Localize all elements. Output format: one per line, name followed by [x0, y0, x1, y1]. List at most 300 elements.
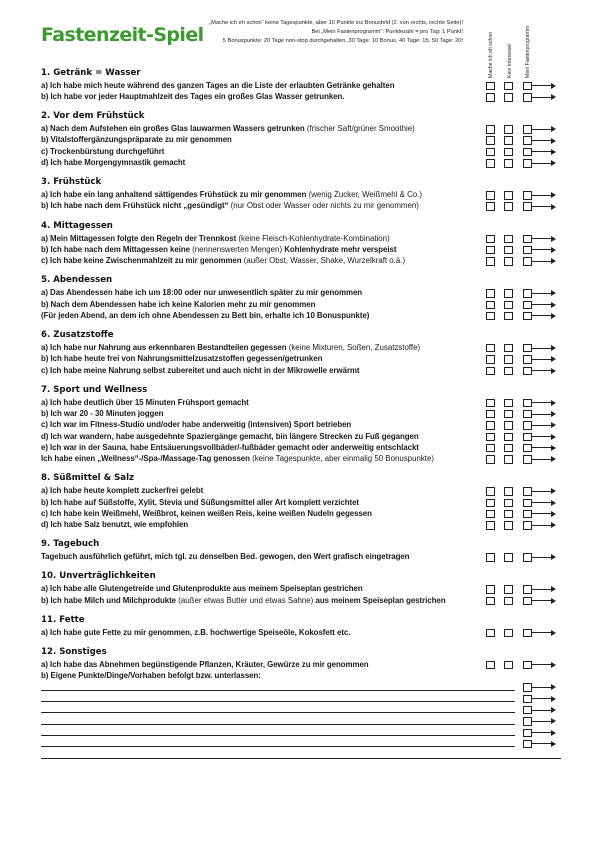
item-text: Ich habe einen „Wellness“-/Spa-/Massage-Tag genossen [41, 454, 250, 464]
section-title: 11. Fette [41, 614, 85, 625]
section [41, 571, 561, 605]
checkbox-kein-interesse[interactable] [504, 585, 513, 594]
checkbox-mein-fastenprogramm[interactable] [523, 93, 532, 102]
section [41, 647, 561, 760]
arrow-right-icon [532, 414, 553, 415]
checkbox-mache-ich-eh-schon[interactable] [486, 421, 495, 430]
checkbox-mein-fastenprogramm[interactable] [523, 661, 532, 670]
checkbox-kein-interesse[interactable] [504, 521, 513, 530]
bottom-divider [41, 758, 561, 759]
checkbox-mein-fastenprogramm[interactable] [523, 312, 532, 321]
checkbox-mein-fastenprogramm[interactable] [523, 191, 532, 200]
checkbox-group [486, 136, 561, 144]
item-text: b) Ich habe nach dem Frühstück nicht „gesündigt“ [41, 201, 229, 211]
checkbox-group [486, 344, 561, 352]
section [41, 615, 561, 638]
checkbox-mein-fastenprogramm[interactable] [523, 629, 532, 638]
column-header-mache-ich-eh-schon: Mache ich eh schon [488, 31, 494, 78]
arrow-right-icon [532, 425, 553, 426]
arrow-right-icon [532, 502, 553, 503]
checkbox-mache-ich-eh-schon[interactable] [486, 661, 495, 670]
checklist-item [41, 551, 561, 562]
checkbox-mein-fastenprogramm[interactable] [523, 202, 532, 211]
checkbox-mein-fastenprogramm[interactable] [523, 410, 532, 419]
checkbox-group [486, 399, 561, 407]
checkbox-mache-ich-eh-schon[interactable] [486, 257, 495, 266]
checkbox-kein-interesse[interactable] [504, 257, 513, 266]
section-title: 9. Tagebuch [41, 539, 100, 550]
checkbox-kein-interesse[interactable] [504, 661, 513, 670]
intro-line: Bei „Mein Fastenprogramm“: Punktezahl = pro Tag: 1 Punkt! [311, 29, 463, 35]
checkbox-group [486, 202, 561, 210]
checklist-item [41, 508, 561, 519]
checkbox-mache-ich-eh-schon[interactable] [486, 553, 495, 562]
checkbox-kein-interesse[interactable] [504, 597, 513, 606]
item-text: b) Ich war 20 - 30 Minuten joggen [41, 408, 164, 418]
checklist-item [41, 233, 561, 244]
item-text: b) Ich habe auf Süßstoffe, Xylit, Stevia und Süßungsmittel aller Art komplett verzichtet [41, 497, 359, 507]
checkbox-mache-ich-eh-schon[interactable] [486, 159, 495, 168]
checkbox-group [523, 706, 563, 714]
section [41, 177, 561, 211]
checkbox-group [523, 695, 563, 703]
section-title: 2. Vor dem Frühstück [41, 111, 145, 122]
checkbox-mache-ich-eh-schon[interactable] [486, 289, 495, 298]
item-text: b) Ich habe Milch und Milchprodukte [41, 595, 177, 605]
checkbox-kein-interesse[interactable] [504, 289, 513, 298]
item-text: d) Ich war wandern, habe ausgedehnte Spaziergänge gemacht, bin längere Strecken zu Fuß gegangen [41, 431, 419, 441]
section-title: 7. Sport und Wellness [41, 384, 148, 395]
item-note: (nur Obst oder Wasser oder nichts zu mir genommen) [228, 201, 419, 211]
checklist-item [41, 299, 561, 310]
item-note: (außer Obst, Wasser, Shake, Wurzelkraft o.ä.) [241, 256, 406, 266]
section-title: 3. Frühstück [41, 177, 102, 188]
checkbox-mein-fastenprogramm[interactable] [523, 683, 532, 692]
checkbox-mache-ich-eh-schon[interactable] [486, 191, 495, 200]
checkbox-kein-interesse[interactable] [504, 93, 513, 102]
item-text: c) Ich habe keine Zwischenmahlzeit zu mir genommen [41, 256, 242, 266]
custom-entry-row [41, 738, 561, 749]
item-text: b) Ich habe vor jeder Hauptmahlzeit des Tages ein großes Glas Wasser getrunken. [41, 92, 345, 102]
checkbox-mein-fastenprogramm[interactable] [523, 421, 532, 430]
checkbox-mein-fastenprogramm[interactable] [523, 729, 532, 738]
checkbox-kein-interesse[interactable] [504, 246, 513, 255]
checkbox-mache-ich-eh-schon[interactable] [486, 410, 495, 419]
checkbox-mein-fastenprogramm[interactable] [523, 235, 532, 244]
item-note: (nennenswerten Mengen) [189, 244, 285, 254]
checkbox-mache-ich-eh-schon[interactable] [486, 521, 495, 530]
checkbox-mache-ich-eh-schon[interactable] [486, 510, 495, 519]
checkbox-mein-fastenprogramm[interactable] [523, 510, 532, 519]
section [41, 473, 561, 530]
item-text: a) Ich habe deutlich über 15 Minuten Frühsport gemacht [41, 397, 249, 407]
checkbox-kein-interesse[interactable] [504, 344, 513, 353]
checkbox-kein-interesse[interactable] [504, 159, 513, 168]
item-text: b) Ich habe heute frei von Nahrungsmittelzusatzstoffen gegessen/getrunken [41, 354, 323, 364]
writing-line[interactable] [41, 724, 515, 725]
checkbox-kein-interesse[interactable] [504, 433, 513, 442]
item-text: c) Ich habe meine Nahrung selbst zubereitet und auch nicht in der Mikrowelle erwärmt [41, 365, 360, 375]
intro-line: „Mache ich eh schon“ keine Tagespunkte, aber 10 Punkte ins Bonusfeld (2. von rechts, rechte Seite)! [209, 20, 463, 26]
checkbox-mache-ich-eh-schon[interactable] [486, 202, 495, 211]
arrow-right-icon [532, 721, 553, 722]
item-text-continued: Kohlenhydrate mehr verspeist [284, 244, 397, 254]
checkbox-kein-interesse[interactable] [504, 553, 513, 562]
section [41, 68, 561, 102]
checkbox-group [486, 629, 561, 637]
checkbox-mein-fastenprogramm[interactable] [523, 740, 532, 749]
checklist-item [41, 442, 561, 453]
writing-line[interactable] [41, 701, 515, 702]
arrow-right-icon [532, 664, 553, 665]
checkbox-group [523, 717, 563, 725]
writing-line[interactable] [41, 712, 515, 713]
checkbox-group [486, 597, 561, 605]
item-text: d) Ich habe Salz benutzt, wie empfohlen [41, 520, 189, 530]
checkbox-mein-fastenprogramm[interactable] [523, 355, 532, 364]
checklist-item [41, 310, 561, 321]
checkbox-group [486, 289, 561, 297]
section [41, 385, 561, 465]
arrow-right-icon [532, 238, 553, 239]
checkbox-kein-interesse[interactable] [504, 629, 513, 638]
checklist-item [41, 453, 561, 464]
checkbox-mache-ich-eh-schon[interactable] [486, 312, 495, 321]
checkbox-group [486, 355, 561, 363]
checklist-item [41, 157, 561, 168]
arrow-right-icon [532, 732, 553, 733]
checkbox-mein-fastenprogramm[interactable] [523, 444, 532, 453]
item-text: a) Nach dem Aufstehen ein großes Glas lauwarmen Wassers getrunken [41, 124, 305, 134]
checklist [41, 66, 561, 769]
checkbox-mein-fastenprogramm[interactable] [523, 499, 532, 508]
checkbox-mein-fastenprogramm[interactable] [523, 159, 532, 168]
arrow-right-icon [532, 525, 553, 526]
checkbox-mache-ich-eh-schon[interactable] [486, 597, 495, 606]
checkbox-group [486, 410, 561, 418]
checkbox-kein-interesse[interactable] [504, 444, 513, 453]
checkbox-kein-interesse[interactable] [504, 355, 513, 364]
checklist-item [41, 408, 561, 419]
custom-entry-row [41, 681, 561, 692]
checkbox-group [486, 585, 561, 593]
checklist-item [41, 342, 561, 353]
checkbox-mein-fastenprogramm[interactable] [523, 433, 532, 442]
checkbox-mache-ich-eh-schon[interactable] [486, 344, 495, 353]
checkbox-group [486, 499, 561, 507]
checkbox-group [486, 661, 561, 669]
checkbox-mache-ich-eh-schon[interactable] [486, 629, 495, 638]
checkbox-group [486, 510, 561, 518]
checklist-item [41, 365, 561, 376]
checkbox-kein-interesse[interactable] [504, 301, 513, 310]
checkbox-group [486, 553, 561, 561]
checkbox-mache-ich-eh-schon[interactable] [486, 367, 495, 376]
checkbox-mein-fastenprogramm[interactable] [523, 521, 532, 530]
section-title: 1. Getränk = Wasser [41, 68, 141, 78]
arrow-right-icon [532, 140, 553, 141]
checkbox-mache-ich-eh-schon[interactable] [486, 246, 495, 255]
arrow-right-icon [532, 402, 553, 403]
item-note: (keine Tagespunkte, aber einmalig 50 Bonuspunkte) [249, 454, 434, 464]
custom-entry-row [41, 693, 561, 704]
checklist-item [41, 485, 561, 496]
item-text: (Für jeden Abend, an dem ich ohne Abendessen zu Bett bin, erhalte ich 10 Bonuspunkte) [41, 310, 370, 320]
checkbox-mein-fastenprogramm[interactable] [523, 344, 532, 353]
arrow-right-icon [532, 348, 553, 349]
custom-entry-row [41, 727, 561, 738]
item-note: (keine Mixturen, Soßen, Zusatzstoffe) [286, 342, 421, 352]
item-text: c) Ich habe kein Weißmehl, Weißbrot, keinen weißen Reis, keine weißen Nudeln gegessen [41, 508, 372, 518]
section [41, 221, 561, 267]
checkbox-group [486, 191, 561, 199]
checkbox-mein-fastenprogramm[interactable] [523, 487, 532, 496]
checkbox-mache-ich-eh-schon[interactable] [486, 301, 495, 310]
arrow-right-icon [532, 687, 553, 688]
item-text: a) Ich habe nur Nahrung aus erkennbaren Bestandteilen gegessen [41, 342, 287, 352]
item-text: a) Das Abendessen habe ich um 18:00 oder nur unwesentlich später zu mir genommen [41, 288, 363, 298]
section [41, 275, 561, 321]
checklist-item [41, 255, 561, 266]
checkbox-mein-fastenprogramm[interactable] [523, 289, 532, 298]
checkbox-mein-fastenprogramm[interactable] [523, 399, 532, 408]
checklist-item [41, 583, 561, 594]
checkbox-kein-interesse[interactable] [504, 82, 513, 91]
checkbox-kein-interesse[interactable] [504, 235, 513, 244]
arrow-right-icon [532, 249, 553, 250]
item-text: b) Vitalstoffergänzungspräparate zu mir genommen [41, 135, 232, 145]
checkbox-kein-interesse[interactable] [504, 148, 513, 157]
item-text: e) Ich war in der Sauna, habe Entsäuerungsvollbäder/-fußbäder gemacht oder anderweitig entschlackt [41, 442, 419, 452]
custom-entry-row [41, 715, 561, 726]
checklist-item [41, 595, 561, 606]
checkbox-group [523, 740, 563, 748]
section-title: 10. Unverträglichkeiten [41, 571, 156, 582]
checkbox-group [486, 159, 561, 167]
checkbox-group [486, 487, 561, 495]
checkbox-mein-fastenprogramm[interactable] [523, 717, 532, 726]
arrow-right-icon [532, 315, 553, 316]
arrow-right-icon [532, 436, 553, 437]
section-title: 6. Zusatzstoffe [41, 330, 114, 341]
checkbox-group [486, 82, 561, 90]
checkbox-group [486, 257, 561, 265]
item-text: c) Trockenbürstung durchgeführt [41, 146, 165, 156]
checkbox-mache-ich-eh-schon[interactable] [486, 455, 495, 464]
checklist-item [41, 659, 561, 670]
arrow-right-icon [532, 370, 553, 371]
arrow-right-icon [532, 359, 553, 360]
checkbox-mein-fastenprogramm[interactable] [523, 301, 532, 310]
checkbox-mein-fastenprogramm[interactable] [523, 125, 532, 134]
checkbox-group [486, 148, 561, 156]
bottom-rule-row [41, 749, 561, 760]
checkbox-group [486, 421, 561, 429]
item-text: a) Ich habe das Abnehmen begünstigende Pflanzen, Kräuter, Gewürze zu mir genommen [41, 659, 369, 669]
section [41, 330, 561, 376]
item-text: b) Nach dem Abendessen habe ich keine Kalorien mehr zu mir genommen [41, 299, 316, 309]
item-text: Tagebuch ausführlich geführt, mich tgl. zu denselben Bed. gewogen, den Wert grafisch eingetragen [41, 552, 410, 562]
checkbox-kein-interesse[interactable] [504, 367, 513, 376]
arrow-right-icon [532, 151, 553, 152]
checkbox-kein-interesse[interactable] [504, 487, 513, 496]
section [41, 111, 561, 168]
checkbox-mache-ich-eh-schon[interactable] [486, 433, 495, 442]
section [41, 539, 561, 562]
checklist-item [41, 244, 561, 255]
item-note: (frischer Saft/grüner Smoothie) [304, 124, 415, 134]
checkbox-mein-fastenprogramm[interactable] [523, 706, 532, 715]
section-title: 12. Sonstiges [41, 646, 107, 657]
checkbox-group [486, 312, 561, 320]
checkbox-group [523, 729, 563, 737]
checkbox-group [486, 521, 561, 529]
checkbox-mein-fastenprogramm[interactable] [523, 246, 532, 255]
arrow-right-icon [532, 557, 553, 558]
page-title: Fastenzeit-Spiel [41, 24, 204, 46]
item-note: (wenig Zucker, Weißmehl & Co.) [306, 190, 422, 200]
item-text: d) Ich habe Morgengymnastik gemacht [41, 158, 186, 168]
checkbox-group [486, 433, 561, 441]
checkbox-kein-interesse[interactable] [504, 455, 513, 464]
checkbox-mein-fastenprogramm[interactable] [523, 148, 532, 157]
custom-entry-lines [41, 681, 561, 760]
checkbox-kein-interesse[interactable] [504, 136, 513, 145]
checkbox-mache-ich-eh-schon[interactable] [486, 125, 495, 134]
arrow-right-icon [532, 206, 553, 207]
checkbox-mein-fastenprogramm[interactable] [523, 257, 532, 266]
checkbox-mein-fastenprogramm[interactable] [523, 695, 532, 704]
intro-line: 5 Bonuspunkte: 20 Tage non-stop durchgehalten, 30 Tage: 10 Bonus, 40 Tage: 15, 50 Tage: 20! [222, 38, 463, 44]
checkbox-mache-ich-eh-schon[interactable] [486, 136, 495, 145]
checkbox-mache-ich-eh-schon[interactable] [486, 355, 495, 364]
checkbox-mache-ich-eh-schon[interactable] [486, 235, 495, 244]
checklist-item [41, 189, 561, 200]
checkbox-kein-interesse[interactable] [504, 191, 513, 200]
item-note: (außer etwas Butter und etwas Sahne) [176, 595, 316, 605]
checkbox-mein-fastenprogramm[interactable] [523, 597, 532, 606]
section-title: 8. Süßmittel & Salz [41, 473, 135, 484]
checkbox-mache-ich-eh-schon[interactable] [486, 487, 495, 496]
checkbox-group [486, 301, 561, 309]
checklist-item [41, 91, 561, 102]
arrow-right-icon [532, 261, 553, 262]
checklist-item [41, 670, 561, 681]
checkbox-mein-fastenprogramm[interactable] [523, 136, 532, 145]
checkbox-group [523, 683, 563, 691]
checklist-item [41, 431, 561, 442]
writing-line[interactable] [41, 735, 515, 736]
checkbox-mache-ich-eh-schon[interactable] [486, 499, 495, 508]
checkbox-group [486, 235, 561, 243]
arrow-right-icon [532, 129, 553, 130]
checkbox-mache-ich-eh-schon[interactable] [486, 93, 495, 102]
arrow-right-icon [532, 85, 553, 86]
arrow-right-icon [532, 195, 553, 196]
checkbox-mein-fastenprogramm[interactable] [523, 455, 532, 464]
checklist-item [41, 397, 561, 408]
checkbox-mache-ich-eh-schon[interactable] [486, 444, 495, 453]
checkbox-kein-interesse[interactable] [504, 312, 513, 321]
arrow-right-icon [532, 459, 553, 460]
arrow-right-icon [532, 600, 553, 601]
arrow-right-icon [532, 163, 553, 164]
checklist-item [41, 627, 561, 638]
item-text-continued: aus meinem Speiseplan gestrichen [315, 595, 446, 605]
checkbox-mache-ich-eh-schon[interactable] [486, 82, 495, 91]
arrow-right-icon [532, 447, 553, 448]
checkbox-mache-ich-eh-schon[interactable] [486, 585, 495, 594]
checklist-item [41, 497, 561, 508]
checkbox-group [486, 93, 561, 101]
arrow-right-icon [532, 293, 553, 294]
writing-line[interactable] [41, 746, 515, 747]
item-text: c) Ich war im Fitness-Studio und/oder habe anderweitig (intensiven) Sport betrieben [41, 420, 352, 430]
checkbox-mein-fastenprogramm[interactable] [523, 585, 532, 594]
checkbox-mein-fastenprogramm[interactable] [523, 367, 532, 376]
checklist-item [41, 123, 561, 134]
item-text: b) Eigene Punkte/Dinge/Vorhaben befolgt bzw. unterlassen: [41, 671, 261, 681]
item-text: a) Ich habe ein lang anhaltend sättigendes Frühstück zu mir genommen [41, 190, 307, 200]
arrow-right-icon [532, 698, 553, 699]
arrow-right-icon [532, 304, 553, 305]
item-text: b) Ich habe nach dem Mittagessen keine [41, 244, 190, 254]
arrow-right-icon [532, 97, 553, 98]
writing-line[interactable] [41, 690, 515, 691]
checkbox-mein-fastenprogramm[interactable] [523, 553, 532, 562]
checklist-item [41, 80, 561, 91]
checkbox-group [486, 455, 561, 463]
checkbox-kein-interesse[interactable] [504, 202, 513, 211]
arrow-right-icon [532, 513, 553, 514]
item-text: a) Ich habe alle Glutengetreide und Glutenprodukte aus meinem Speiseplan gestrichen [41, 584, 363, 594]
arrow-right-icon [532, 710, 553, 711]
checkbox-kein-interesse[interactable] [504, 125, 513, 134]
arrow-right-icon [532, 491, 553, 492]
item-text: a) Ich habe mich heute während des ganzen Tages an die Liste der erlaubten Getränke gehalten [41, 80, 395, 90]
checklist-item [41, 353, 561, 364]
item-text: a) Mein Mittagessen folgte den Regeln der Trennkost [41, 233, 237, 243]
checkbox-group [486, 246, 561, 254]
checkbox-mein-fastenprogramm[interactable] [523, 82, 532, 91]
checklist-item [41, 419, 561, 430]
checklist-item [41, 200, 561, 211]
section-title: 5. Abendessen [41, 275, 113, 286]
checkbox-mache-ich-eh-schon[interactable] [486, 148, 495, 157]
checkbox-kein-interesse[interactable] [504, 421, 513, 430]
checkbox-group [486, 125, 561, 133]
section-title: 4. Mittagessen [41, 220, 113, 231]
item-note: (keine Fleisch-Kohlenhydrate-Kombination) [236, 233, 390, 243]
checkbox-group [486, 444, 561, 452]
arrow-right-icon [532, 589, 553, 590]
checkbox-kein-interesse[interactable] [504, 399, 513, 408]
column-header-mein-fastenprogramm: Mein Fastenprogramm [525, 25, 531, 78]
custom-entry-row [41, 704, 561, 715]
checkbox-kein-interesse[interactable] [504, 510, 513, 519]
column-header-kein-interesse: Kein Interesse! [507, 43, 513, 78]
checkbox-mache-ich-eh-schon[interactable] [486, 399, 495, 408]
arrow-right-icon [532, 632, 553, 633]
item-text: a) Ich habe heute komplett zuckerfrei gelebt [41, 486, 204, 496]
checkbox-kein-interesse[interactable] [504, 410, 513, 419]
checklist-item [41, 287, 561, 298]
checkbox-kein-interesse[interactable] [504, 499, 513, 508]
checklist-item [41, 134, 561, 145]
checkbox-group [486, 367, 561, 375]
item-text: a) Ich habe gute Fette zu mir genommen, z.B. hochwertige Speiseöle, Kokosfett etc. [41, 627, 351, 637]
checklist-item [41, 146, 561, 157]
